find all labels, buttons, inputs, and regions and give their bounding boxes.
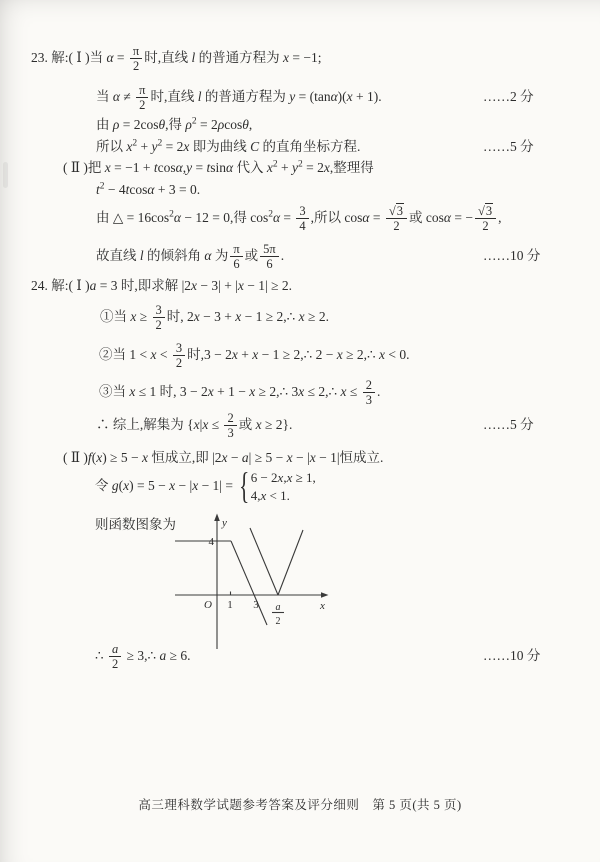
solution-line-15 — [0, 463, 600, 509]
function-graph — [155, 513, 350, 653]
score-marker: ……2 分 — [483, 89, 534, 104]
solution-line-9 — [0, 275, 600, 297]
solution-line-13 — [0, 408, 600, 442]
solution-line-6 — [0, 179, 600, 201]
solution-line-11 — [0, 338, 600, 372]
score-marker: ……10 分 — [483, 248, 541, 263]
line-text: 所以 $x^2 + y^2 = 2x$ 即为曲线 C 的直角坐标方程. — [96, 138, 361, 154]
g-descending-segment — [231, 541, 267, 625]
x-axis-arrow-icon — [321, 592, 329, 598]
y-axis-label: y — [222, 517, 227, 529]
v-left-arm — [250, 528, 278, 595]
solution-line-12 — [0, 375, 600, 409]
tick-1-label: 1 — [227, 599, 233, 611]
score-marker: ……5 分 — [483, 139, 534, 154]
line-text: 令 g(x) = 5 − x − |x − 1| = { 6 − 2x,x ≥ 1, 4,x < 1. — [95, 466, 316, 507]
solution-line-1 — [0, 41, 600, 75]
line-text: ①当 x ≥ $\frac{3}{2}$ 时, 2x − 3 + x − 1 ≥ 2,∴ x ≥ 2. — [100, 303, 329, 333]
line-text: ∴ $\frac{a}{2}$ ≥ 3,∴ a ≥ 6. — [95, 642, 191, 672]
origin-label: O — [204, 599, 212, 611]
line-text: 由 △ = $16\cos^2\alpha - 12 = 0$,得 $\cos^2\alpha$ = $\frac{3}{4}$ ,所以 cosα = $\frac{√3}{2}$ 或 cosα = − $\frac{√3}{2}$ , — [96, 204, 502, 234]
line-text: 24. 解:( Ⅰ )a = 3 时,即求解 |2x − 3| + |x − 1| ≥ 2. — [31, 278, 293, 293]
line-text: 由 ρ = 2cosθ,得 $\rho^2 = 2\rho\cos\theta$, — [96, 116, 253, 132]
x-axis-label: x — [320, 600, 325, 612]
score-marker: ……10 分 — [483, 648, 541, 663]
tick-3-label: 3 — [253, 599, 259, 611]
solution-line-10 — [0, 300, 600, 334]
line-text: ③当 x ≤ 1 时, 3 − 2x + 1 − x ≥ 2,∴ 3x ≤ 2,∴ x ≤ $\frac{2}{3}$ . — [99, 378, 381, 408]
line-text: 则函数图象为 — [95, 517, 176, 532]
line-text: ②当 1 < x < $\frac{3}{2}$ 时,3 − 2x + x − 1 ≥ 2,∴ 2 − x ≥ 2,∴ x < 0. — [99, 341, 410, 371]
line-text: 23. 解:( Ⅰ )当 α = $\frac{\pi}{2}$ 时,直线 l 的普通方程为 x = −1; — [31, 44, 322, 74]
y-intercept-label: 4 — [208, 536, 214, 548]
vertex-fraction-numerator: a — [275, 602, 281, 613]
line-text: ∴ 综上,解集为 {x|x ≤ $\frac{2}{3}$ 或 x ≥ 2}. — [96, 411, 293, 441]
solution-line-8 — [0, 239, 600, 273]
solution-line-5 — [0, 157, 600, 179]
line-text: ( Ⅱ )f(x) ≥ 5 − x 恒成立,即 |2x − a| ≥ 5 − x − |x − 1|恒成立. — [63, 450, 384, 465]
solution-line-7 — [0, 201, 600, 235]
v-right-arm — [278, 530, 303, 595]
page-footer: 高三理科数学试题参考答案及评分细则 第 5 页(共 5 页) — [138, 798, 462, 812]
line-text: ( Ⅱ )把 x = −1 + tcosα,y = tsinα 代入 $x^2 + y^2 = 2x$,整理得 — [63, 159, 374, 175]
line-text: 当 α ≠ $\frac{\pi}{2}$ 时,直线 l 的普通方程为 y = (tanα)(x + 1). — [96, 83, 382, 113]
solution-line-3 — [0, 114, 600, 136]
line-text: $t^2 - 4tcos\alpha + 3 = 0$. — [96, 181, 201, 197]
y-axis-arrow-icon — [214, 514, 220, 522]
score-marker: ……5 分 — [483, 417, 534, 432]
line-text: 故直线 l 的倾斜角 α 为 $\frac{\pi}{6}$ 或 $\frac{5\pi}{6}$ . — [96, 242, 285, 272]
solution-line-4 — [0, 136, 600, 158]
vertex-fraction-denominator: 2 — [275, 616, 281, 627]
solution-line-2 — [0, 80, 600, 114]
